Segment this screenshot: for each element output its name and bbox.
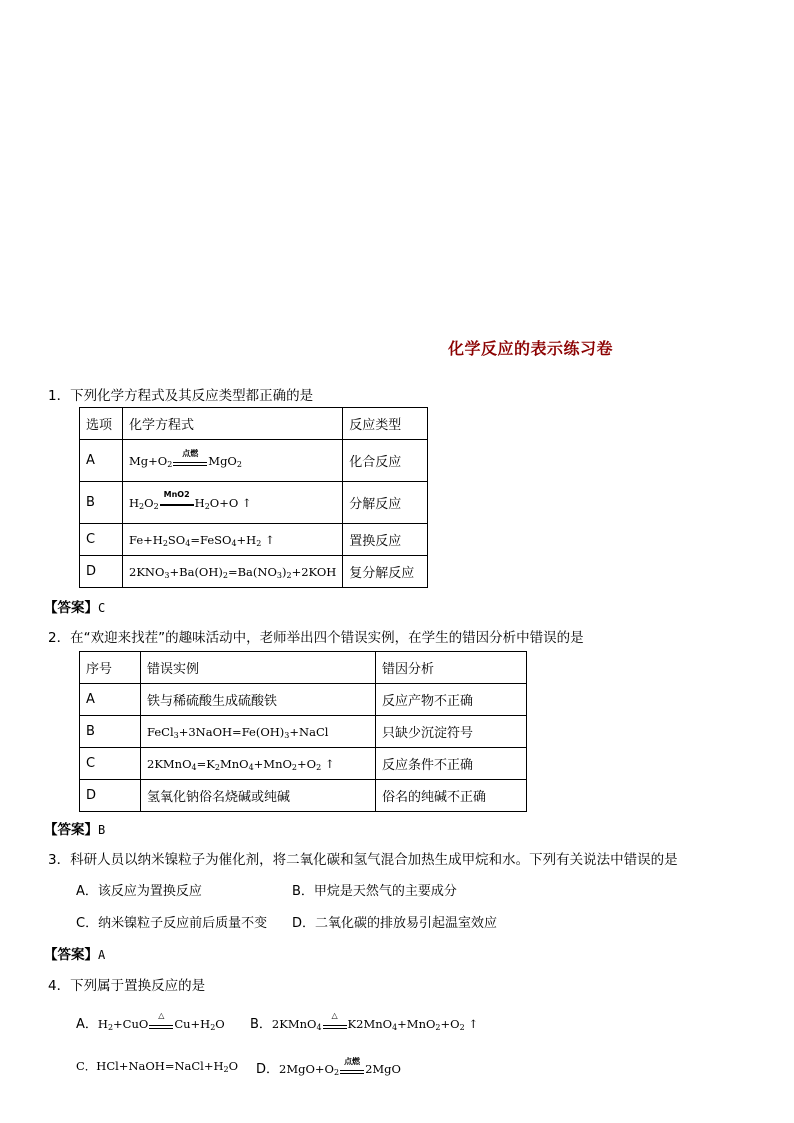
question-3-option-a: A．该反应为置换反应 bbox=[76, 884, 202, 899]
cell-type: 置换反应 bbox=[343, 524, 428, 556]
question-1-answer: 【答案】C bbox=[44, 600, 106, 616]
cell-equation: $Mg+O_2$ 点燃 MgO$_2$ bbox=[123, 440, 343, 482]
question-1-stem: 1．下列化学方程式及其反应类型都正确的是 bbox=[48, 388, 314, 404]
header-equation: 化学方程式 bbox=[123, 408, 343, 440]
table-row bbox=[80, 748, 527, 780]
cell-option: D bbox=[80, 780, 141, 812]
cell-example: 氢氧化钠俗名烧碱或纯碱 bbox=[141, 780, 376, 812]
question-3-option-c: C．纳米镍粒子反应前后质量不变 bbox=[76, 916, 268, 931]
question-3-stem: 3．科研人员以纳米镍粒子为催化剂，将二氧化碳和氢气混合加热生成甲烷和水。下列有关说法中错误的是 bbox=[48, 852, 678, 868]
question-4-option-d: D．$2MgO+O_2$ 点燃 2MgO bbox=[256, 1057, 401, 1077]
header-type: 反应类型 bbox=[343, 408, 428, 440]
table-row bbox=[80, 684, 527, 716]
cell-equation: $H_2O_2$ MnO2 $H_2O+O$ ↑ bbox=[123, 482, 343, 524]
cell-option: D bbox=[80, 556, 123, 588]
page-title: 化学反应的表示练习卷 bbox=[448, 339, 614, 358]
question-2-table bbox=[79, 651, 527, 812]
cell-analysis: 反应条件不正确 bbox=[376, 748, 527, 780]
cell-option: C bbox=[80, 748, 141, 780]
reaction-condition: 点燃 bbox=[173, 457, 207, 467]
header-example: 错误实例 bbox=[141, 652, 376, 684]
cell-option: A bbox=[80, 440, 123, 482]
question-3-answer: 【答案】A bbox=[44, 947, 106, 963]
table-row bbox=[80, 556, 428, 588]
header-number: 序号 bbox=[80, 652, 141, 684]
question-2-answer: 【答案】B bbox=[44, 822, 106, 838]
cell-analysis: 俗名的纯碱不正确 bbox=[376, 780, 527, 812]
cell-option: A bbox=[80, 684, 141, 716]
question-3-option-b: B．甲烷是天然气的主要成分 bbox=[292, 884, 457, 899]
cell-equation: $Fe+H_2SO_4=FeSO_4+H_2$ ↑ bbox=[123, 524, 343, 556]
table-header-row bbox=[80, 408, 428, 440]
cell-option: B bbox=[80, 716, 141, 748]
reaction-condition: △ bbox=[323, 1020, 347, 1030]
table-row bbox=[80, 440, 428, 482]
cell-type: 分解反应 bbox=[343, 482, 428, 524]
question-4-stem: 4．下列属于置换反应的是 bbox=[48, 978, 206, 994]
cell-option: B bbox=[80, 482, 123, 524]
cell-type: 化合反应 bbox=[343, 440, 428, 482]
table-row bbox=[80, 716, 527, 748]
header-analysis: 错因分析 bbox=[376, 652, 527, 684]
table-row bbox=[80, 524, 428, 556]
cell-option: C bbox=[80, 524, 123, 556]
question-4-option-a: A．$H_2+CuO$ △ $Cu+H_2O$ bbox=[76, 1011, 225, 1032]
question-4-option-c: C．$HCl+NaOH=NaCl+H_2O$ bbox=[76, 1059, 239, 1074]
question-3-option-d: D．二氧化碳的排放易引起温室效应 bbox=[292, 916, 498, 931]
question-2-stem: 2．在“欢迎来找茬”的趣味活动中，老师举出四个错误实例，在学生的错因分析中错误的是 bbox=[48, 630, 584, 646]
table-row bbox=[80, 780, 527, 812]
cell-example: $FeCl_3+3NaOH=Fe(OH)_3+NaCl$ bbox=[141, 716, 376, 748]
reaction-condition: MnO2 bbox=[160, 499, 194, 509]
cell-analysis: 只缺少沉淀符号 bbox=[376, 716, 527, 748]
cell-example: 铁与稀硫酸生成硫酸铁 bbox=[141, 684, 376, 716]
cell-type: 复分解反应 bbox=[343, 556, 428, 588]
cell-analysis: 反应产物不正确 bbox=[376, 684, 527, 716]
table-header-row bbox=[80, 652, 527, 684]
question-1-table bbox=[79, 407, 428, 588]
header-option: 选项 bbox=[80, 408, 123, 440]
question-4-option-b: B．2KMnO$_4$ △ $K2MnO_4+MnO_2+O_2$ ↑ bbox=[250, 1011, 478, 1032]
cell-example: $2KMnO_4=K_2MnO_4+MnO_2+O_2$ ↑ bbox=[141, 748, 376, 780]
table-row bbox=[80, 482, 428, 524]
reaction-condition: △ bbox=[149, 1020, 173, 1030]
cell-equation: $2KNO_3+Ba(OH)_2=Ba(NO_3)_2+2KOH$ bbox=[123, 556, 343, 588]
reaction-condition: 点燃 bbox=[340, 1065, 364, 1075]
